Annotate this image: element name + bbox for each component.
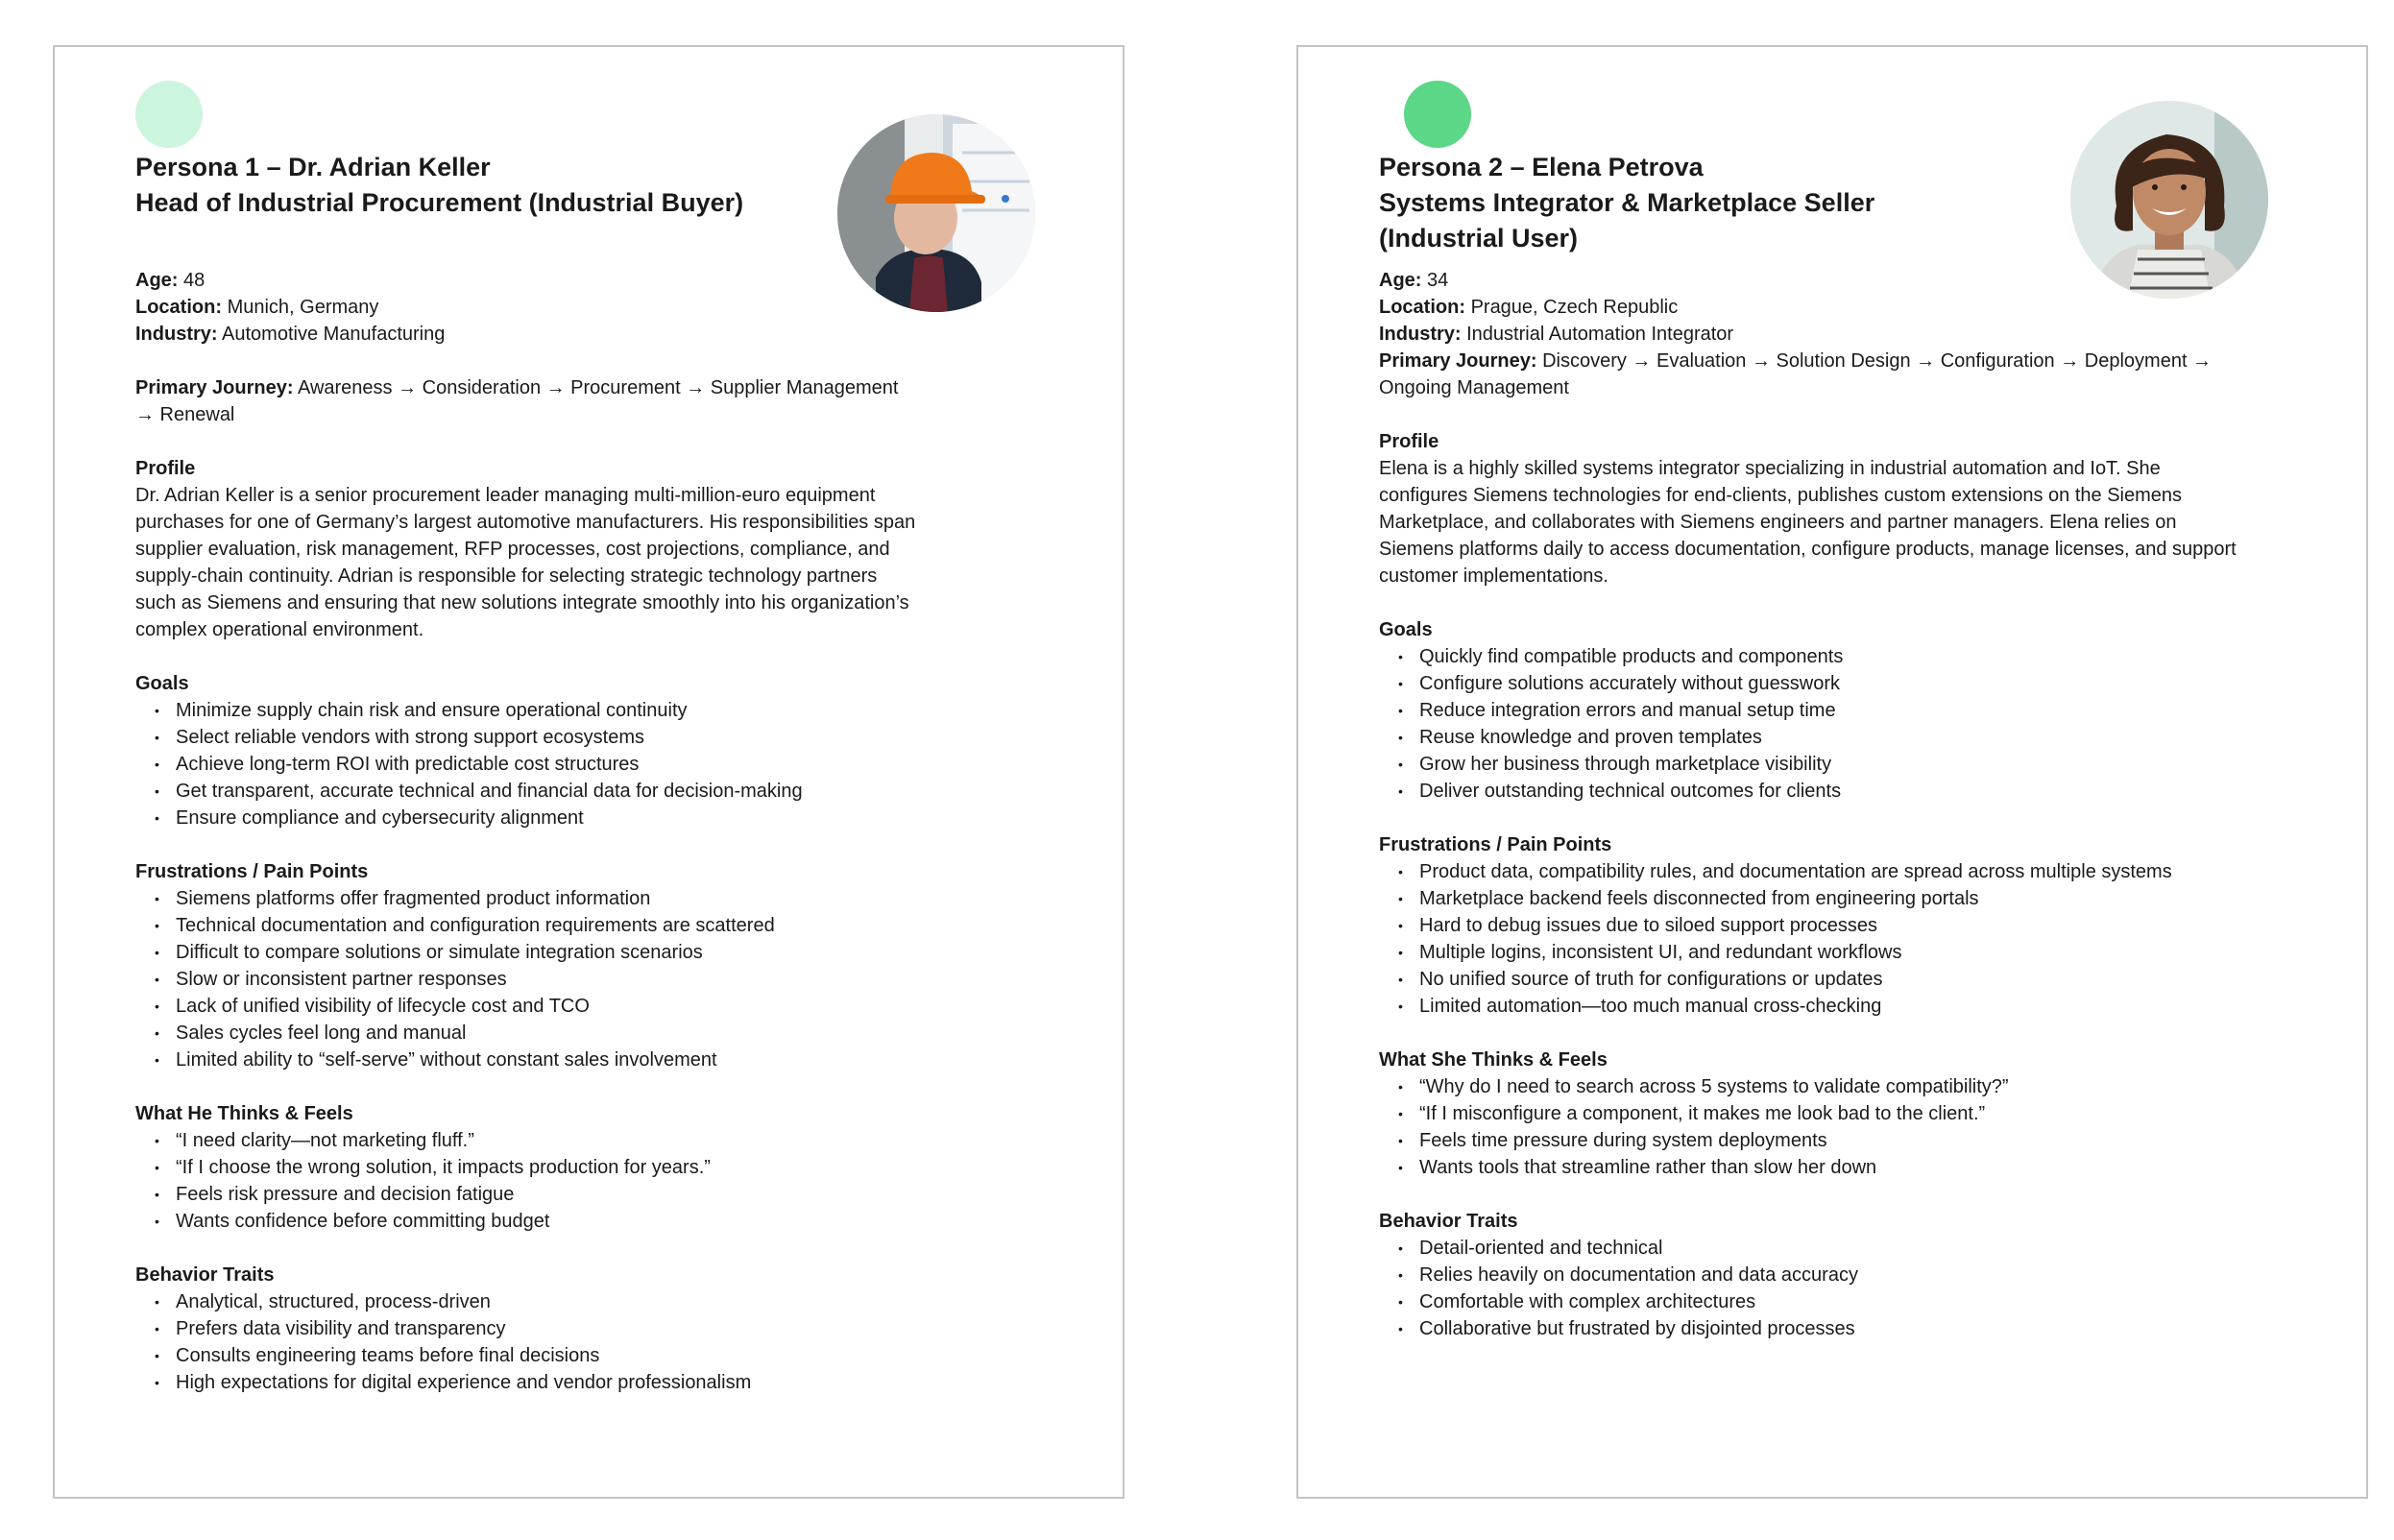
behavior-traits-heading: Behavior Traits: [135, 1264, 275, 1286]
age-value: 34: [1427, 270, 1449, 291]
profile-heading: Profile: [1379, 431, 1439, 452]
thinks-feels-list: [135, 1127, 932, 1235]
persona-role-category: (Industrial User): [1379, 224, 1579, 253]
location-value: Prague, Czech Republic: [1470, 297, 1679, 318]
industry-line: Industry: Automotive Manufacturing: [135, 324, 446, 345]
persona-color-dot: [1404, 81, 1471, 148]
thinks-feels-list: [1379, 1073, 2248, 1181]
list-item: • Relies heavily on documentation and data accuracy: [1379, 1262, 2248, 1288]
frustrations-section: [135, 858, 932, 1073]
list-item: • Achieve long-term ROI with predictable cost structures: [135, 751, 932, 778]
goals-section: [1379, 616, 2248, 805]
persona-role: Head of Industrial Procurement (Industrial Buyer): [135, 188, 744, 217]
age-value: 48: [183, 270, 206, 291]
list-item: • Lack of unified visibility of lifecycle cost and TCO: [135, 993, 932, 1020]
frustrations-section: [1379, 831, 2248, 1020]
behavior-traits-section: [1379, 1208, 2248, 1342]
journey-value: Discovery → Evaluation → Solution Design → Configuration → Deployment → Ongoing Management: [1379, 350, 2213, 398]
behavior-traits-section: [135, 1262, 932, 1396]
persona-role: Systems Integrator & Marketplace Seller: [1379, 188, 1875, 217]
industry-value: Industrial Automation Integrator: [1466, 324, 1734, 345]
list-item: • Feels time pressure during system deployments: [1379, 1127, 2248, 1154]
list-item: • Quickly find compatible products and components: [1379, 643, 2248, 670]
list-item: • Multiple logins, inconsistent UI, and redundant workflows: [1379, 939, 2248, 966]
list-item: • Collaborative but frustrated by disjointed processes: [1379, 1315, 2248, 1342]
persona-color-dot: [135, 81, 203, 148]
persona-card-2: [1296, 45, 2368, 1499]
list-item: • Prefers data visibility and transparency: [135, 1315, 932, 1342]
list-item: • Get transparent, accurate technical and financial data for decision-making: [135, 778, 932, 805]
list-item: • Siemens platforms offer fragmented product information: [135, 885, 932, 912]
list-item: • Select reliable vendors with strong support ecosystems: [135, 724, 932, 751]
profile-section: [1379, 428, 2248, 590]
list-item: • Configure solutions accurately without guesswork: [1379, 670, 2248, 697]
profile-heading: Profile: [135, 458, 196, 479]
goals-heading: Goals: [135, 673, 189, 694]
persona-title: [1379, 150, 2248, 256]
profile-text: Dr. Adrian Keller is a senior procurement leader managing multi-million-euro equipment purchases for one of Germany’s largest automotive manufacturers. His responsibilities span supplier evaluation, risk management, RFP processes, cost projections, compliance, and supply-chain continuity. Adrian is responsible for selecting strategic technology partners such as Siemens and ensuring that new solutions integrate smoothly into his organization’s complex operational environment.: [135, 485, 916, 640]
list-item: • Slow or inconsistent partner responses: [135, 966, 932, 993]
journey-value: Awareness → Consideration → Procurement → Supplier Management → Renewal: [135, 377, 899, 425]
persona-title: [135, 150, 932, 221]
list-item: • Product data, compatibility rules, and documentation are spread across multiple systems: [1379, 858, 2248, 885]
list-item: • Hard to debug issues due to siloed support processes: [1379, 912, 2248, 939]
goals-heading: Goals: [1379, 619, 1433, 640]
goals-list: [1379, 643, 2248, 805]
frustrations-list: [135, 885, 932, 1073]
age-line: Age: 48: [135, 270, 206, 291]
journey-line: Primary Journey: Discovery → Evaluation → Solution Design → Configuration → Deployment → Ongoing Management: [1379, 350, 2213, 398]
persona-name: Persona 1 – Dr. Adrian Keller: [135, 153, 491, 181]
list-item: • Limited automation—too much manual cross-checking: [1379, 993, 2248, 1020]
behavior-traits-heading: Behavior Traits: [1379, 1211, 1518, 1232]
list-item: • Feels risk pressure and decision fatigue: [135, 1181, 932, 1208]
industry-line: Industry: Industrial Automation Integrator: [1379, 324, 1734, 345]
persona-content: [1379, 150, 2248, 1342]
thinks-feels-section: [1379, 1047, 2248, 1181]
list-item: • “If I misconfigure a component, it makes me look bad to the client.”: [1379, 1100, 2248, 1127]
list-item: • Ensure compliance and cybersecurity alignment: [135, 805, 932, 831]
list-item: • “If I choose the wrong solution, it impacts production for years.”: [135, 1154, 932, 1181]
list-item: • “Why do I need to search across 5 systems to validate compatibility?”: [1379, 1073, 2248, 1100]
location-line: Location: Prague, Czech Republic: [1379, 297, 1679, 318]
list-item: • Analytical, structured, process-driven: [135, 1288, 932, 1315]
age-line: Age: 34: [1379, 270, 1449, 291]
frustrations-list: [1379, 858, 2248, 1020]
profile-section: [135, 455, 932, 643]
journey-section: [135, 374, 932, 428]
list-item: • Limited ability to “self-serve” without constant sales involvement: [135, 1047, 932, 1073]
behavior-traits-list: [1379, 1235, 2248, 1342]
list-item: • Wants tools that streamline rather than slow her down: [1379, 1154, 2248, 1181]
location-line: Location: Munich, Germany: [135, 297, 379, 318]
list-item: • Reduce integration errors and manual setup time: [1379, 697, 2248, 724]
list-item: • Comfortable with complex architectures: [1379, 1288, 2248, 1315]
thinks-feels-section: [135, 1100, 932, 1235]
thinks-feels-heading: What She Thinks & Feels: [1379, 1049, 1608, 1071]
persona-name: Persona 2 – Elena Petrova: [1379, 153, 1704, 181]
journey-line: Primary Journey: Awareness → Consideration → Procurement → Supplier Management → Renewal: [135, 377, 899, 425]
list-item: • No unified source of truth for configurations or updates: [1379, 966, 2248, 993]
list-item: • “I need clarity—not marketing fluff.”: [135, 1127, 932, 1154]
list-item: • Consults engineering teams before final decisions: [135, 1342, 932, 1369]
list-item: • Difficult to compare solutions or simulate integration scenarios: [135, 939, 932, 966]
persona-content: [135, 150, 932, 1396]
list-item: • Technical documentation and configuration requirements are scattered: [135, 912, 932, 939]
thinks-feels-heading: What He Thinks & Feels: [135, 1103, 353, 1124]
goals-section: [135, 670, 932, 831]
list-item: • Grow her business through marketplace visibility: [1379, 751, 2248, 778]
list-item: • Deliver outstanding technical outcomes for clients: [1379, 778, 2248, 805]
profile-text: Elena is a highly skilled systems integrator specializing in industrial automation and IoT. She configures Siemens technologies for end-clients, publishes custom extensions on the Siemens Marketplace, and collaborates with Siemens engineers and partner managers. Elena relies on Siemens platforms daily to access documentation, configure products, manage licenses, and support customer implementations.: [1379, 458, 2237, 587]
location-value: Munich, Germany: [227, 297, 379, 318]
list-item: • Marketplace backend feels disconnected from engineering portals: [1379, 885, 2248, 912]
list-item: • Wants confidence before committing budget: [135, 1208, 932, 1235]
persona-card-1: [53, 45, 1124, 1499]
frustrations-heading: Frustrations / Pain Points: [1379, 834, 1612, 855]
goals-list: [135, 697, 932, 831]
behavior-traits-list: [135, 1288, 932, 1396]
list-item: • Detail-oriented and technical: [1379, 1235, 2248, 1262]
list-item: • High expectations for digital experience and vendor professionalism: [135, 1369, 932, 1396]
industry-value: Automotive Manufacturing: [222, 324, 446, 345]
list-item: • Reuse knowledge and proven templates: [1379, 724, 2248, 751]
list-item: • Sales cycles feel long and manual: [135, 1020, 932, 1047]
frustrations-heading: Frustrations / Pain Points: [135, 861, 369, 882]
list-item: • Minimize supply chain risk and ensure operational continuity: [135, 697, 932, 724]
